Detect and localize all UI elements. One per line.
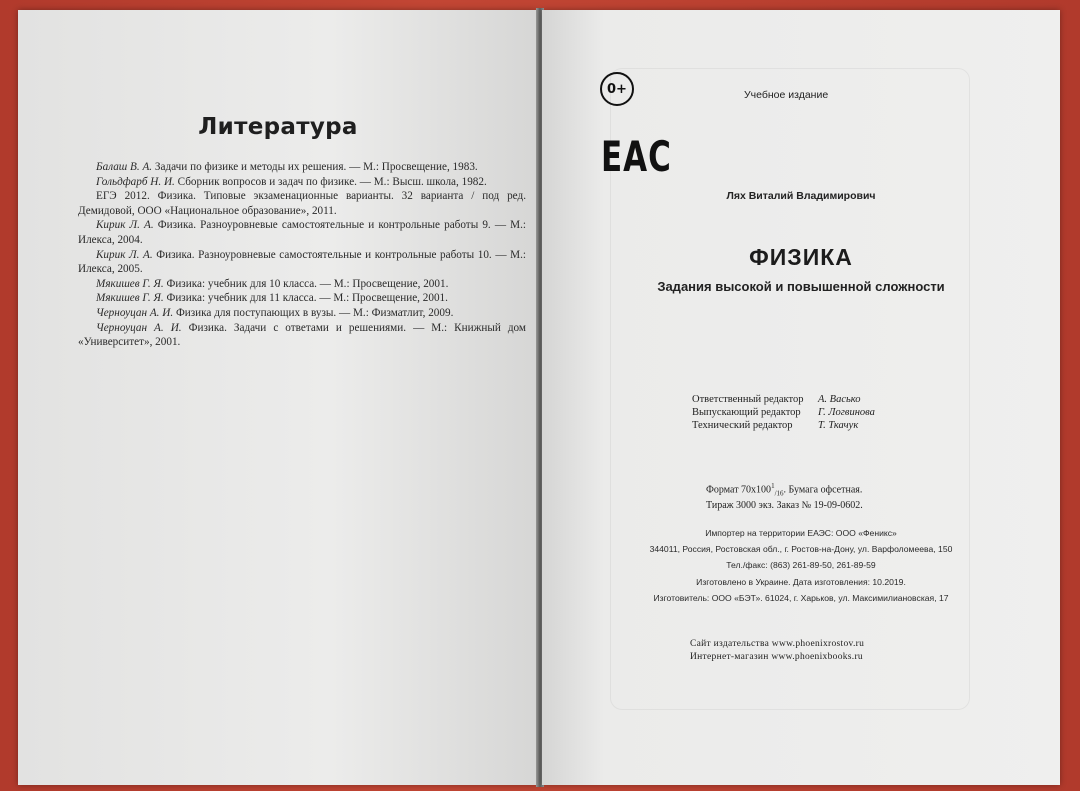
reference-item bbox=[78, 218, 526, 247]
reference-item bbox=[78, 321, 526, 350]
manufacture-block bbox=[542, 574, 1060, 606]
reference-author: Черноуцан А. И. bbox=[96, 306, 174, 319]
importer-phone: Тел./факс: (863) 261-89-50, 261-89-59 bbox=[726, 560, 876, 570]
reference-text: Физика: учебник для 10 класса. — М.: Просвещение, 2001. bbox=[163, 277, 449, 290]
eac-certification-mark: ЕАС bbox=[601, 133, 672, 182]
reference-text: Физика: учебник для 11 класса. — М.: Просвещение, 2001. bbox=[163, 292, 448, 305]
format-suffix: . Бумага офсетная. bbox=[783, 484, 863, 496]
reference-item bbox=[78, 291, 526, 306]
manufacturer-line: Изготовитель: ООО «БЭТ». 61024, г. Харьков, ул. Максимилиановская, 17 bbox=[653, 593, 949, 603]
page-title: Литература bbox=[198, 114, 358, 140]
book-title: ФИЗИКА bbox=[749, 244, 853, 270]
reference-list bbox=[78, 160, 526, 350]
publisher-site: Сайт издательства www.phoenixrostov.ru bbox=[690, 639, 865, 649]
format-prefix: Формат 70х100 bbox=[706, 484, 772, 496]
reference-text: Физика для поступающих в вузы. — М.: Физматлит, 2009. bbox=[173, 306, 454, 319]
editor-name: Г. Логвинова bbox=[818, 407, 875, 418]
reference-item bbox=[78, 248, 526, 277]
reference-author: Кирик Л. А. bbox=[96, 248, 153, 261]
print-info bbox=[706, 480, 906, 512]
edition-type: Учебное издание bbox=[744, 89, 829, 101]
editor-role: Выпускающий редактор bbox=[692, 407, 801, 418]
reference-author: Гольдфарб Н. И. bbox=[96, 175, 175, 188]
editor-role: Ответственный редактор bbox=[692, 394, 804, 405]
importer-address: 344011, Россия, Ростовская обл., г. Ростов-на-Дону, ул. Варфоломеева, 150 bbox=[649, 544, 953, 554]
reference-text: Сборник вопросов и задач по физике. — М.: Высш. школа, 1982. bbox=[174, 175, 487, 188]
reference-text: ЕГЭ 2012. Физика. Типовые экзаменационные варианты. 32 варианта / под ред. Демидовой, ООО «Национальное образование», 2011. bbox=[78, 190, 526, 217]
online-shop: Интернет-магазин www.phoenixbooks.ru bbox=[690, 651, 863, 662]
importer-block bbox=[542, 525, 1060, 573]
editors-block bbox=[692, 393, 875, 432]
reference-item bbox=[78, 160, 526, 175]
reference-text: Физика. Разноуровневые самостоятельные и контрольные работы 10. — М.: Илекса, 2005. bbox=[78, 248, 526, 276]
book-subtitle: Задания высокой и повышенной сложности bbox=[657, 279, 945, 294]
print-run: Тираж 3000 экз. Заказ № 19-09-0602. bbox=[706, 499, 863, 511]
reference-item bbox=[78, 277, 526, 292]
editor-row bbox=[692, 419, 875, 432]
reference-author: Черноуцан А. И. bbox=[96, 321, 182, 334]
format-sub: /16 bbox=[774, 489, 784, 498]
editor-row bbox=[692, 393, 875, 406]
editor-row bbox=[692, 406, 875, 419]
format-line bbox=[706, 480, 906, 500]
reference-text: Физика. Разноуровневые самостоятельные и контрольные работы 9. — М.: Илекса, 2004. bbox=[78, 219, 526, 246]
reference-author: Мякишев Г. Я. bbox=[96, 292, 164, 305]
importer-line: Импортер на территории ЕАЭС: ООО «Феникс» bbox=[705, 528, 897, 538]
reference-item bbox=[78, 306, 526, 321]
websites-block bbox=[690, 638, 864, 663]
reference-author: Балаш В. А. bbox=[96, 161, 153, 173]
age-rating-badge: 0+ bbox=[600, 72, 634, 106]
reference-text: Задачи по физике и методы их решения. — М.: Просвещение, 1983. bbox=[152, 161, 478, 173]
reference-author: Кирик Л. А. bbox=[96, 219, 154, 232]
reference-author: Мякишев Г. Я. bbox=[96, 277, 164, 290]
editor-name: Т. Ткачук bbox=[818, 420, 859, 431]
reference-text: Физика. Задачи с ответами и решениями. — М.: Книжный дом «Университет», 2001. bbox=[78, 321, 526, 349]
editor-name: А. Васько bbox=[818, 394, 861, 405]
reference-item bbox=[78, 189, 526, 218]
reference-item bbox=[78, 175, 526, 190]
editor-role: Технический редактор bbox=[692, 420, 793, 431]
made-in-line: Изготовлено в Украине. Дата изготовления: 10.2019. bbox=[696, 577, 906, 587]
format-sup: 1 bbox=[771, 482, 775, 490]
author-name: Лях Виталий Владимирович bbox=[726, 190, 876, 202]
left-page bbox=[18, 10, 538, 785]
